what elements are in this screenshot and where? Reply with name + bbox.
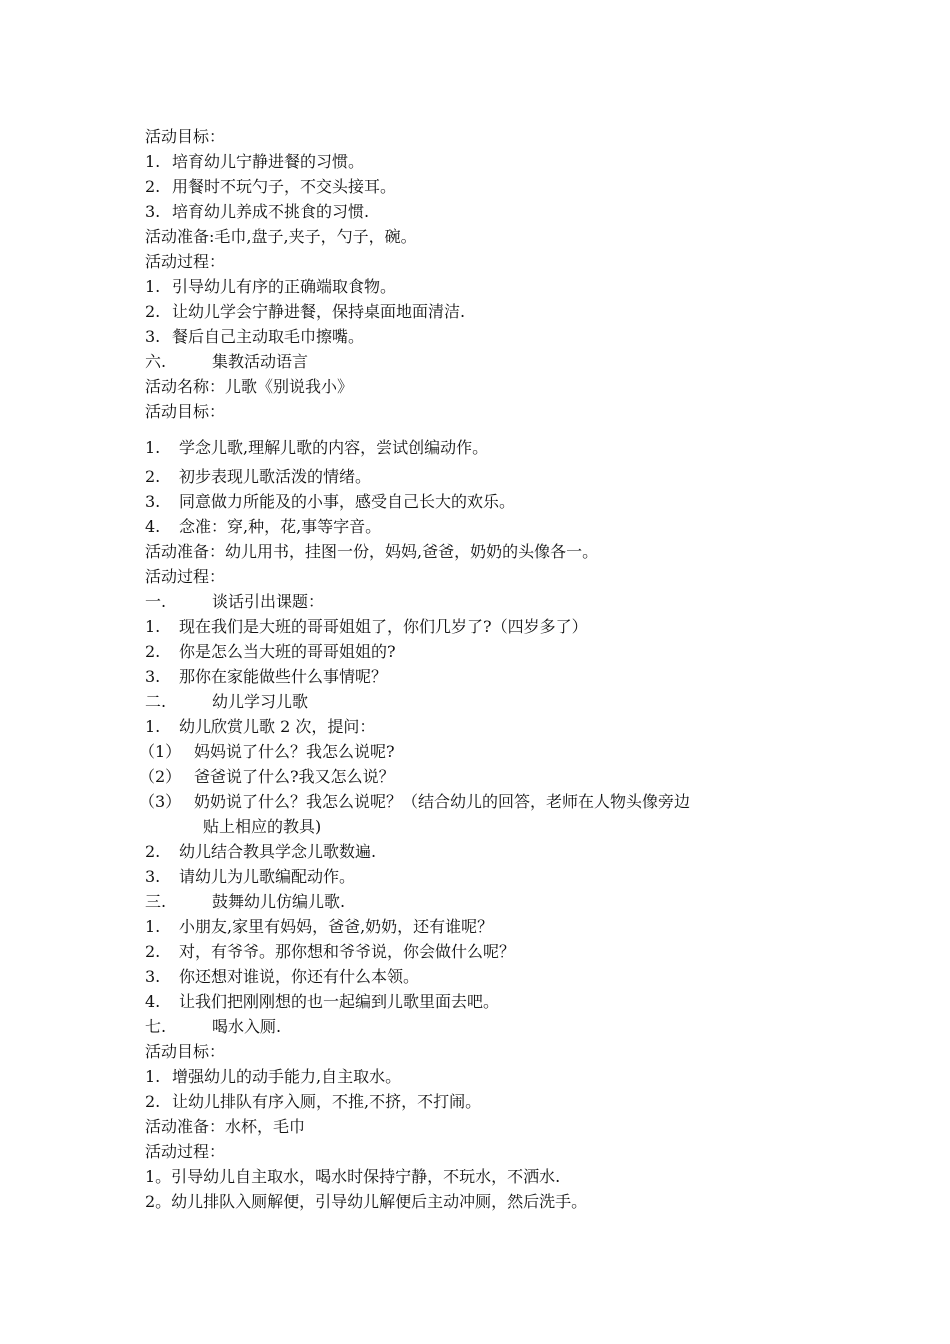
section-title: 谈话引出课题： [212,592,325,611]
list-number: 2. [145,302,161,321]
list-number: 3. [145,202,161,221]
list-text: 用餐时不玩勺子，不交头接耳。 [172,177,397,196]
heading-activity-goals: 活动目标： [145,402,226,421]
list-text: 你是怎么当大班的哥哥姐姐的? [179,642,396,661]
list-number: 2. [145,177,161,196]
list-text: 让幼儿学会宁静进餐，保持桌面地面清洁. [172,302,466,321]
heading-activity-goals: 活动目标： [145,127,226,146]
list-item [145,435,845,460]
activity-preparation: 活动准备：幼儿用书，挂图一份，妈妈,爸爸，奶奶的头像各一。 [145,542,599,561]
sub-list-number: （1） [139,742,182,761]
section-number: 二. [145,692,167,711]
section-number: 六. [145,352,167,371]
list-number: 1. [145,1067,161,1086]
section-title: 幼儿学习儿歌 [212,692,309,711]
heading-activity-goals: 活动目标： [145,1042,226,1061]
list-text: 同意做力所能及的小事，感受自己长大的欢乐。 [179,492,516,511]
list-text: 餐后自己主动取毛巾擦嘴。 [172,327,365,346]
list-text: 学念儿歌,理解儿歌的内容，尝试创编动作。 [179,438,489,457]
list-item [145,324,845,349]
list-text: 幼儿结合教具学念儿歌数遍. [179,842,377,861]
list-text: 对，有爷爷。那你想和爷爷说，你会做什么呢？ [179,942,516,961]
section-number: 一. [145,592,167,611]
list-text: 让幼儿排队有序入厕，不推,不挤，不打闹。 [172,1092,482,1111]
sub-list-item [139,739,845,764]
list-number: 4. [145,517,161,536]
list-number: 2. [145,642,161,661]
activity-name: 活动名称：儿歌《别说我小》 [145,377,354,396]
process-step: 2。幼儿排队入厕解便，引导幼儿解便后主动冲厕，然后洗手。 [145,1192,588,1211]
list-item [145,464,845,489]
list-text: 请幼儿为儿歌编配动作。 [179,867,356,886]
document-page [139,124,845,1214]
list-text: 现在我们是大班的哥哥姐姐了，你们几岁了?（四岁多了） [179,617,588,636]
heading-activity-process: 活动过程： [145,567,226,586]
list-number: 2. [145,467,161,486]
list-item [145,664,845,689]
section-heading [145,889,845,914]
list-text: 你还想对谁说，你还有什么本领。 [179,967,420,986]
sub-list-number: （2） [139,767,182,786]
list-number: 3. [145,667,161,686]
list-item [145,489,845,514]
list-number: 3. [145,492,161,511]
section-heading [145,589,845,614]
section-heading [145,689,845,714]
activity-preparation: 活动准备：水杯，毛巾 [145,1117,306,1136]
list-number: 1. [145,717,161,736]
list-text: 让我们把刚刚想的也一起编到儿歌里面去吧。 [179,992,500,1011]
activity-preparation: 活动准备:毛巾,盘子,夹子，勺子，碗。 [145,227,417,246]
list-number: 1. [145,152,161,171]
list-item [145,274,845,299]
section-number: 七. [145,1017,167,1036]
process-step: 1。引导幼儿自主取水，喝水时保持宁静，不玩水，不洒水. [145,1167,561,1186]
heading-activity-process: 活动过程： [145,1142,226,1161]
list-item [145,864,845,889]
list-number: 2. [145,1092,161,1111]
list-item [145,839,845,864]
list-number: 1. [145,438,161,457]
list-item [145,714,845,739]
section-heading [145,349,845,374]
list-number: 4. [145,992,161,1011]
list-number: 2. [145,942,161,961]
section-number: 三. [145,892,167,911]
sub-list-item [139,789,845,814]
list-item [145,514,845,539]
list-number: 1. [145,277,161,296]
list-text: 引导幼儿有序的正确端取食物。 [172,277,397,296]
list-text: 培育幼儿宁静进餐的习惯。 [172,152,365,171]
list-item [145,199,845,224]
list-text: 幼儿欣赏儿歌 2 次，提问： [179,717,376,736]
list-item [145,1089,845,1114]
list-item [145,639,845,664]
list-text: 小朋友,家里有妈妈，爸爸,奶奶，还有谁呢？ [179,917,494,936]
list-item [145,939,845,964]
sub-list-item [139,764,845,789]
list-item [145,1064,845,1089]
list-number: 3. [145,327,161,346]
section-title: 鼓舞幼儿仿编儿歌. [212,892,346,911]
list-number: 1. [145,617,161,636]
section-title: 喝水入厕. [212,1017,282,1036]
section-title: 集教活动语言 [212,352,309,371]
list-number: 3. [145,867,161,886]
sub-list-text: 奶奶说了什么？我怎么说呢？（结合幼儿的回答，老师在人物头像旁边 [194,792,691,811]
list-text: 念准：穿,种，花,事等字音。 [179,517,382,536]
list-text: 增强幼儿的动手能力,自主取水。 [172,1067,402,1086]
section-heading [145,1014,845,1039]
list-text: 初步表现儿歌活泼的情绪。 [179,467,372,486]
list-number: 3. [145,967,161,986]
list-item [145,914,845,939]
list-number: 1. [145,917,161,936]
list-item [145,964,845,989]
sub-list-text: 妈妈说了什么？我怎么说呢? [194,742,395,761]
sub-list-continuation: 贴上相应的教具) [203,817,322,836]
list-item [145,174,845,199]
list-item [145,149,845,174]
sub-list-number: （3） [139,792,182,811]
list-item [145,614,845,639]
sub-list-text: 爸爸说了什么?我又怎么说？ [194,767,395,786]
list-item [145,299,845,324]
list-number: 2. [145,842,161,861]
heading-activity-process: 活动过程： [145,252,226,271]
list-item [145,989,845,1014]
list-text: 那你在家能做些什么事情呢？ [179,667,388,686]
list-text: 培育幼儿养成不挑食的习惯. [172,202,370,221]
